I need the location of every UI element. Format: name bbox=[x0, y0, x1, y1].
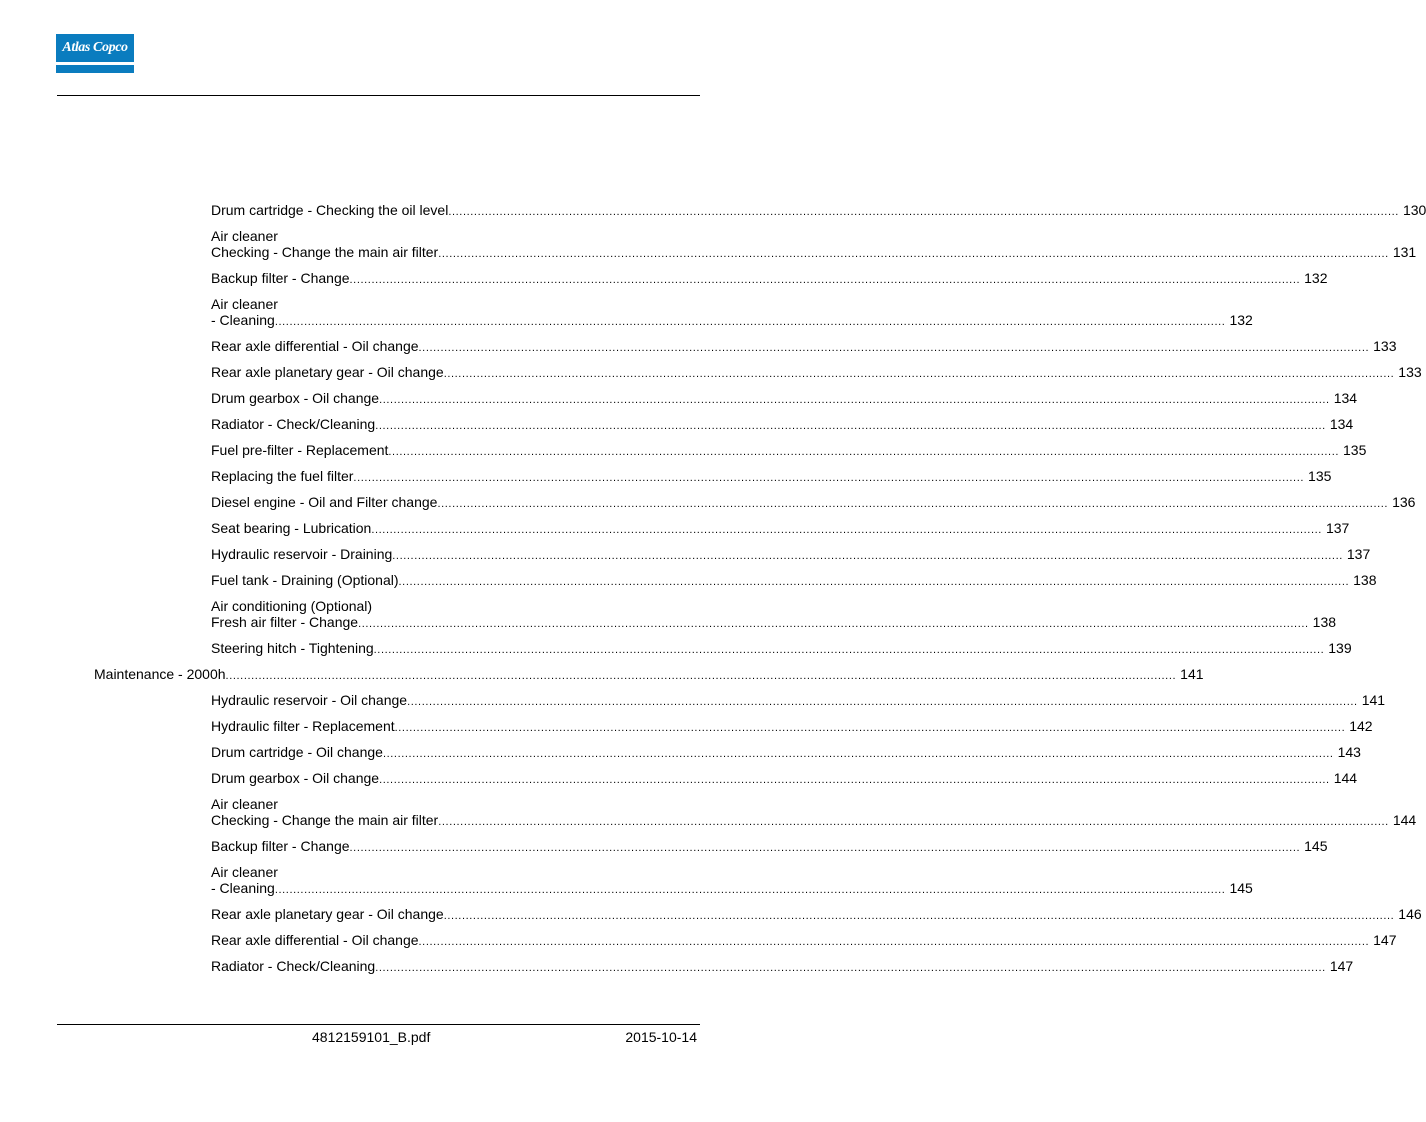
toc-entry-title: Hydraulic reservoir - Draining bbox=[211, 546, 393, 562]
toc-page-number: 142 bbox=[1349, 718, 1373, 734]
toc-page-number: 137 bbox=[1325, 520, 1350, 536]
toc-entry[interactable] bbox=[94, 666, 1204, 692]
toc-entry-title: - Cleaning bbox=[211, 312, 275, 328]
toc-entry-line bbox=[211, 906, 1422, 924]
toc-entry-line bbox=[211, 520, 1350, 538]
toc-entry[interactable] bbox=[211, 390, 1358, 416]
toc-entry-line bbox=[211, 546, 1371, 564]
toc-page-number: 144 bbox=[1333, 770, 1358, 786]
toc-leader-dots: .................................................................................................................................................................................................................................................................... bbox=[407, 696, 1358, 708]
toc-entry-title: Rear axle differential - Oil change bbox=[211, 932, 419, 948]
toc-entry[interactable] bbox=[211, 442, 1367, 468]
toc-entry-title: Radiator - Check/Cleaning bbox=[211, 958, 376, 974]
atlas-copco-logo bbox=[56, 34, 134, 74]
toc-leader-dots: .................................................................................................................................................................................................................................................................... bbox=[349, 842, 1301, 854]
toc-leader-dots: .................................................................................................................................................................................................................................................................... bbox=[398, 576, 1350, 588]
toc-page-number: 145 bbox=[1304, 838, 1328, 854]
toc-entry-line bbox=[211, 640, 1352, 658]
toc-entry-line bbox=[211, 338, 1397, 356]
logo-bar bbox=[56, 65, 134, 73]
toc-page-number: 146 bbox=[1398, 906, 1422, 922]
toc-page-number: 135 bbox=[1308, 468, 1332, 484]
toc-leader-dots: .................................................................................................................................................................................................................................................................... bbox=[448, 206, 1399, 218]
toc-entry-line bbox=[211, 812, 1417, 830]
toc-page-number: 133 bbox=[1373, 338, 1397, 354]
toc-entry-title: Fresh air filter - Change bbox=[211, 614, 359, 630]
toc-entry-line bbox=[211, 270, 1328, 288]
toc-page-number: 130 bbox=[1402, 202, 1426, 218]
toc-leader-dots: .................................................................................................................................................................................................................................................................... bbox=[379, 774, 1330, 786]
toc-entry-title: Backup filter - Change bbox=[211, 270, 350, 286]
toc-entry-line bbox=[211, 364, 1422, 382]
toc-page-number: 147 bbox=[1329, 958, 1354, 974]
toc-entry-line bbox=[211, 958, 1354, 976]
toc-leader-dots: .................................................................................................................................................................................................................................................................... bbox=[349, 274, 1301, 286]
toc-entry-line bbox=[211, 390, 1358, 408]
toc-page-number: 132 bbox=[1229, 312, 1253, 328]
toc-entry-title: Radiator - Check/Cleaning bbox=[211, 416, 376, 432]
toc-entry-line bbox=[211, 838, 1328, 856]
toc-page-number: 136 bbox=[1392, 494, 1416, 510]
toc-page-number: 141 bbox=[1180, 666, 1204, 682]
toc-entry[interactable] bbox=[211, 744, 1361, 770]
toc-leader-dots: .................................................................................................................................................................................................................................................................... bbox=[379, 394, 1330, 406]
footer-divider bbox=[57, 1024, 700, 1025]
toc-entry[interactable] bbox=[211, 718, 1373, 744]
toc-entry-title: Hydraulic filter - Replacement bbox=[211, 718, 395, 734]
toc-leader-dots: .................................................................................................................................................................................................................................................................... bbox=[375, 962, 1326, 974]
toc-entry[interactable] bbox=[211, 692, 1386, 718]
toc-page-number: 141 bbox=[1361, 692, 1386, 708]
toc-leader-dots: .................................................................................................................................................................................................................................................................... bbox=[225, 670, 1177, 682]
toc-leader-dots: .................................................................................................................................................................................................................................................................... bbox=[388, 446, 1340, 458]
footer-filename: 4812159101_B.pdf bbox=[312, 1029, 431, 1045]
toc-leader-dots: .................................................................................................................................................................................................................................................................... bbox=[438, 816, 1389, 828]
toc-entry-title: Rear axle planetary gear - Oil change bbox=[211, 906, 444, 922]
toc-entry-line bbox=[211, 614, 1337, 632]
toc-entry-title: Seat bearing - Lubrication bbox=[211, 520, 372, 536]
toc-entry-line bbox=[211, 718, 1373, 736]
toc-entry-title: Drum cartridge - Oil change bbox=[211, 744, 383, 760]
toc-entry[interactable] bbox=[211, 640, 1352, 666]
toc-leader-dots: .................................................................................................................................................................................................................................................................... bbox=[371, 524, 1322, 536]
toc-leader-dots: .................................................................................................................................................................................................................................................................... bbox=[392, 550, 1343, 562]
toc-entry-title: Backup filter - Change bbox=[211, 838, 350, 854]
toc-entry-title: Rear axle differential - Oil change bbox=[211, 338, 419, 354]
toc-entry[interactable] bbox=[211, 958, 1354, 984]
toc-entry-title: Drum cartridge - Checking the oil level bbox=[211, 202, 449, 218]
toc-entry-title: Maintenance - 2000h bbox=[94, 666, 226, 682]
toc-leader-dots: .................................................................................................................................................................................................................................................................... bbox=[394, 722, 1346, 734]
toc-entry[interactable] bbox=[211, 546, 1371, 572]
toc-leader-dots: .................................................................................................................................................................................................................................................................... bbox=[443, 910, 1395, 922]
toc-entry-title: Checking - Change the main air filter bbox=[211, 244, 439, 260]
toc-leader-dots: .................................................................................................................................................................................................................................................................... bbox=[274, 316, 1226, 328]
toc-entry-line bbox=[211, 202, 1426, 220]
toc-entry[interactable] bbox=[211, 416, 1354, 442]
toc-page-number: 134 bbox=[1333, 390, 1358, 406]
toc-entry-heading: Air conditioning (Optional) bbox=[211, 598, 373, 614]
toc-leader-dots: .................................................................................................................................................................................................................................................................... bbox=[373, 644, 1325, 656]
footer-date: 2015-10-14 bbox=[625, 1029, 697, 1045]
toc-entry[interactable] bbox=[211, 598, 1337, 640]
toc-entry[interactable] bbox=[211, 338, 1397, 364]
toc-entry-line bbox=[211, 442, 1367, 460]
toc-leader-dots: .................................................................................................................................................................................................................................................................... bbox=[418, 936, 1370, 948]
table-of-contents bbox=[0, 202, 1426, 984]
toc-entry-title: Fuel tank - Draining (Optional) bbox=[211, 572, 399, 588]
toc-entry-line bbox=[211, 880, 1253, 898]
toc-entry[interactable] bbox=[211, 932, 1397, 958]
toc-entry[interactable] bbox=[211, 228, 1417, 270]
toc-entry-line bbox=[94, 666, 1204, 684]
toc-entry-title: Drum gearbox - Oil change bbox=[211, 770, 380, 786]
toc-entry-line bbox=[211, 692, 1386, 710]
toc-entry-line bbox=[211, 468, 1332, 486]
toc-entry[interactable] bbox=[211, 906, 1422, 932]
toc-leader-dots: .................................................................................................................................................................................................................................................................... bbox=[358, 618, 1309, 630]
toc-page-number: 145 bbox=[1229, 880, 1253, 896]
toc-entry-heading: Air cleaner bbox=[211, 296, 278, 312]
logo-text: Atlas Copco bbox=[56, 34, 134, 62]
toc-entry[interactable] bbox=[211, 364, 1422, 390]
toc-entry-line bbox=[211, 932, 1397, 950]
toc-leader-dots: .................................................................................................................................................................................................................................................................... bbox=[418, 342, 1370, 354]
toc-entry-heading: Air cleaner bbox=[211, 864, 278, 880]
toc-entry-title: - Cleaning bbox=[211, 880, 275, 896]
toc-page-number: 134 bbox=[1329, 416, 1354, 432]
toc-page-number: 137 bbox=[1346, 546, 1371, 562]
toc-page-number: 138 bbox=[1353, 572, 1377, 588]
toc-entry[interactable] bbox=[211, 202, 1426, 228]
toc-entry-line bbox=[211, 572, 1377, 590]
toc-entry[interactable] bbox=[211, 520, 1350, 546]
toc-leader-dots: .................................................................................................................................................................................................................................................................... bbox=[437, 498, 1389, 510]
toc-entry-title: Replacing the fuel filter bbox=[211, 468, 354, 484]
toc-entry-title: Fuel pre-filter - Replacement bbox=[211, 442, 389, 458]
toc-page-number: 143 bbox=[1337, 744, 1361, 760]
toc-entry-line bbox=[211, 494, 1416, 512]
toc-page-number: 133 bbox=[1398, 364, 1422, 380]
toc-page-number: 131 bbox=[1392, 244, 1417, 260]
toc-entry[interactable] bbox=[211, 864, 1253, 906]
toc-entry-line bbox=[211, 770, 1358, 788]
toc-entry[interactable] bbox=[211, 572, 1377, 598]
toc-leader-dots: .................................................................................................................................................................................................................................................................... bbox=[382, 748, 1334, 760]
toc-entry[interactable] bbox=[211, 296, 1253, 338]
toc-entry-title: Steering hitch - Tightening bbox=[211, 640, 374, 656]
toc-entry-title: Drum gearbox - Oil change bbox=[211, 390, 380, 406]
toc-leader-dots: .................................................................................................................................................................................................................................................................... bbox=[274, 884, 1226, 896]
toc-entry[interactable] bbox=[211, 468, 1332, 494]
toc-entry-line bbox=[211, 312, 1253, 330]
toc-page-number: 147 bbox=[1373, 932, 1397, 948]
toc-entry[interactable] bbox=[211, 796, 1417, 838]
toc-entry-title: Diesel engine - Oil and Filter change bbox=[211, 494, 438, 510]
header-divider bbox=[57, 95, 700, 96]
toc-entry-heading: Air cleaner bbox=[211, 228, 278, 244]
toc-entry[interactable] bbox=[211, 770, 1358, 796]
toc-entry-title: Hydraulic reservoir - Oil change bbox=[211, 692, 408, 708]
toc-entry[interactable] bbox=[211, 838, 1328, 864]
toc-leader-dots: .................................................................................................................................................................................................................................................................... bbox=[375, 420, 1326, 432]
toc-entry-line bbox=[211, 744, 1361, 762]
toc-entry-line bbox=[211, 244, 1417, 262]
toc-page-number: 138 bbox=[1312, 614, 1337, 630]
toc-page-number: 132 bbox=[1304, 270, 1328, 286]
toc-entry-title: Checking - Change the main air filter bbox=[211, 812, 439, 828]
toc-leader-dots: .................................................................................................................................................................................................................................................................... bbox=[438, 248, 1389, 260]
toc-page-number: 139 bbox=[1328, 640, 1352, 656]
toc-page-number: 144 bbox=[1392, 812, 1417, 828]
toc-leader-dots: .................................................................................................................................................................................................................................................................... bbox=[443, 368, 1395, 380]
toc-leader-dots: .................................................................................................................................................................................................................................................................... bbox=[353, 472, 1305, 484]
toc-entry-heading: Air cleaner bbox=[211, 796, 278, 812]
toc-entry-title: Rear axle planetary gear - Oil change bbox=[211, 364, 444, 380]
toc-entry[interactable] bbox=[211, 270, 1328, 296]
toc-entry-line bbox=[211, 416, 1354, 434]
toc-page-number: 135 bbox=[1343, 442, 1367, 458]
toc-entry[interactable] bbox=[211, 494, 1416, 520]
